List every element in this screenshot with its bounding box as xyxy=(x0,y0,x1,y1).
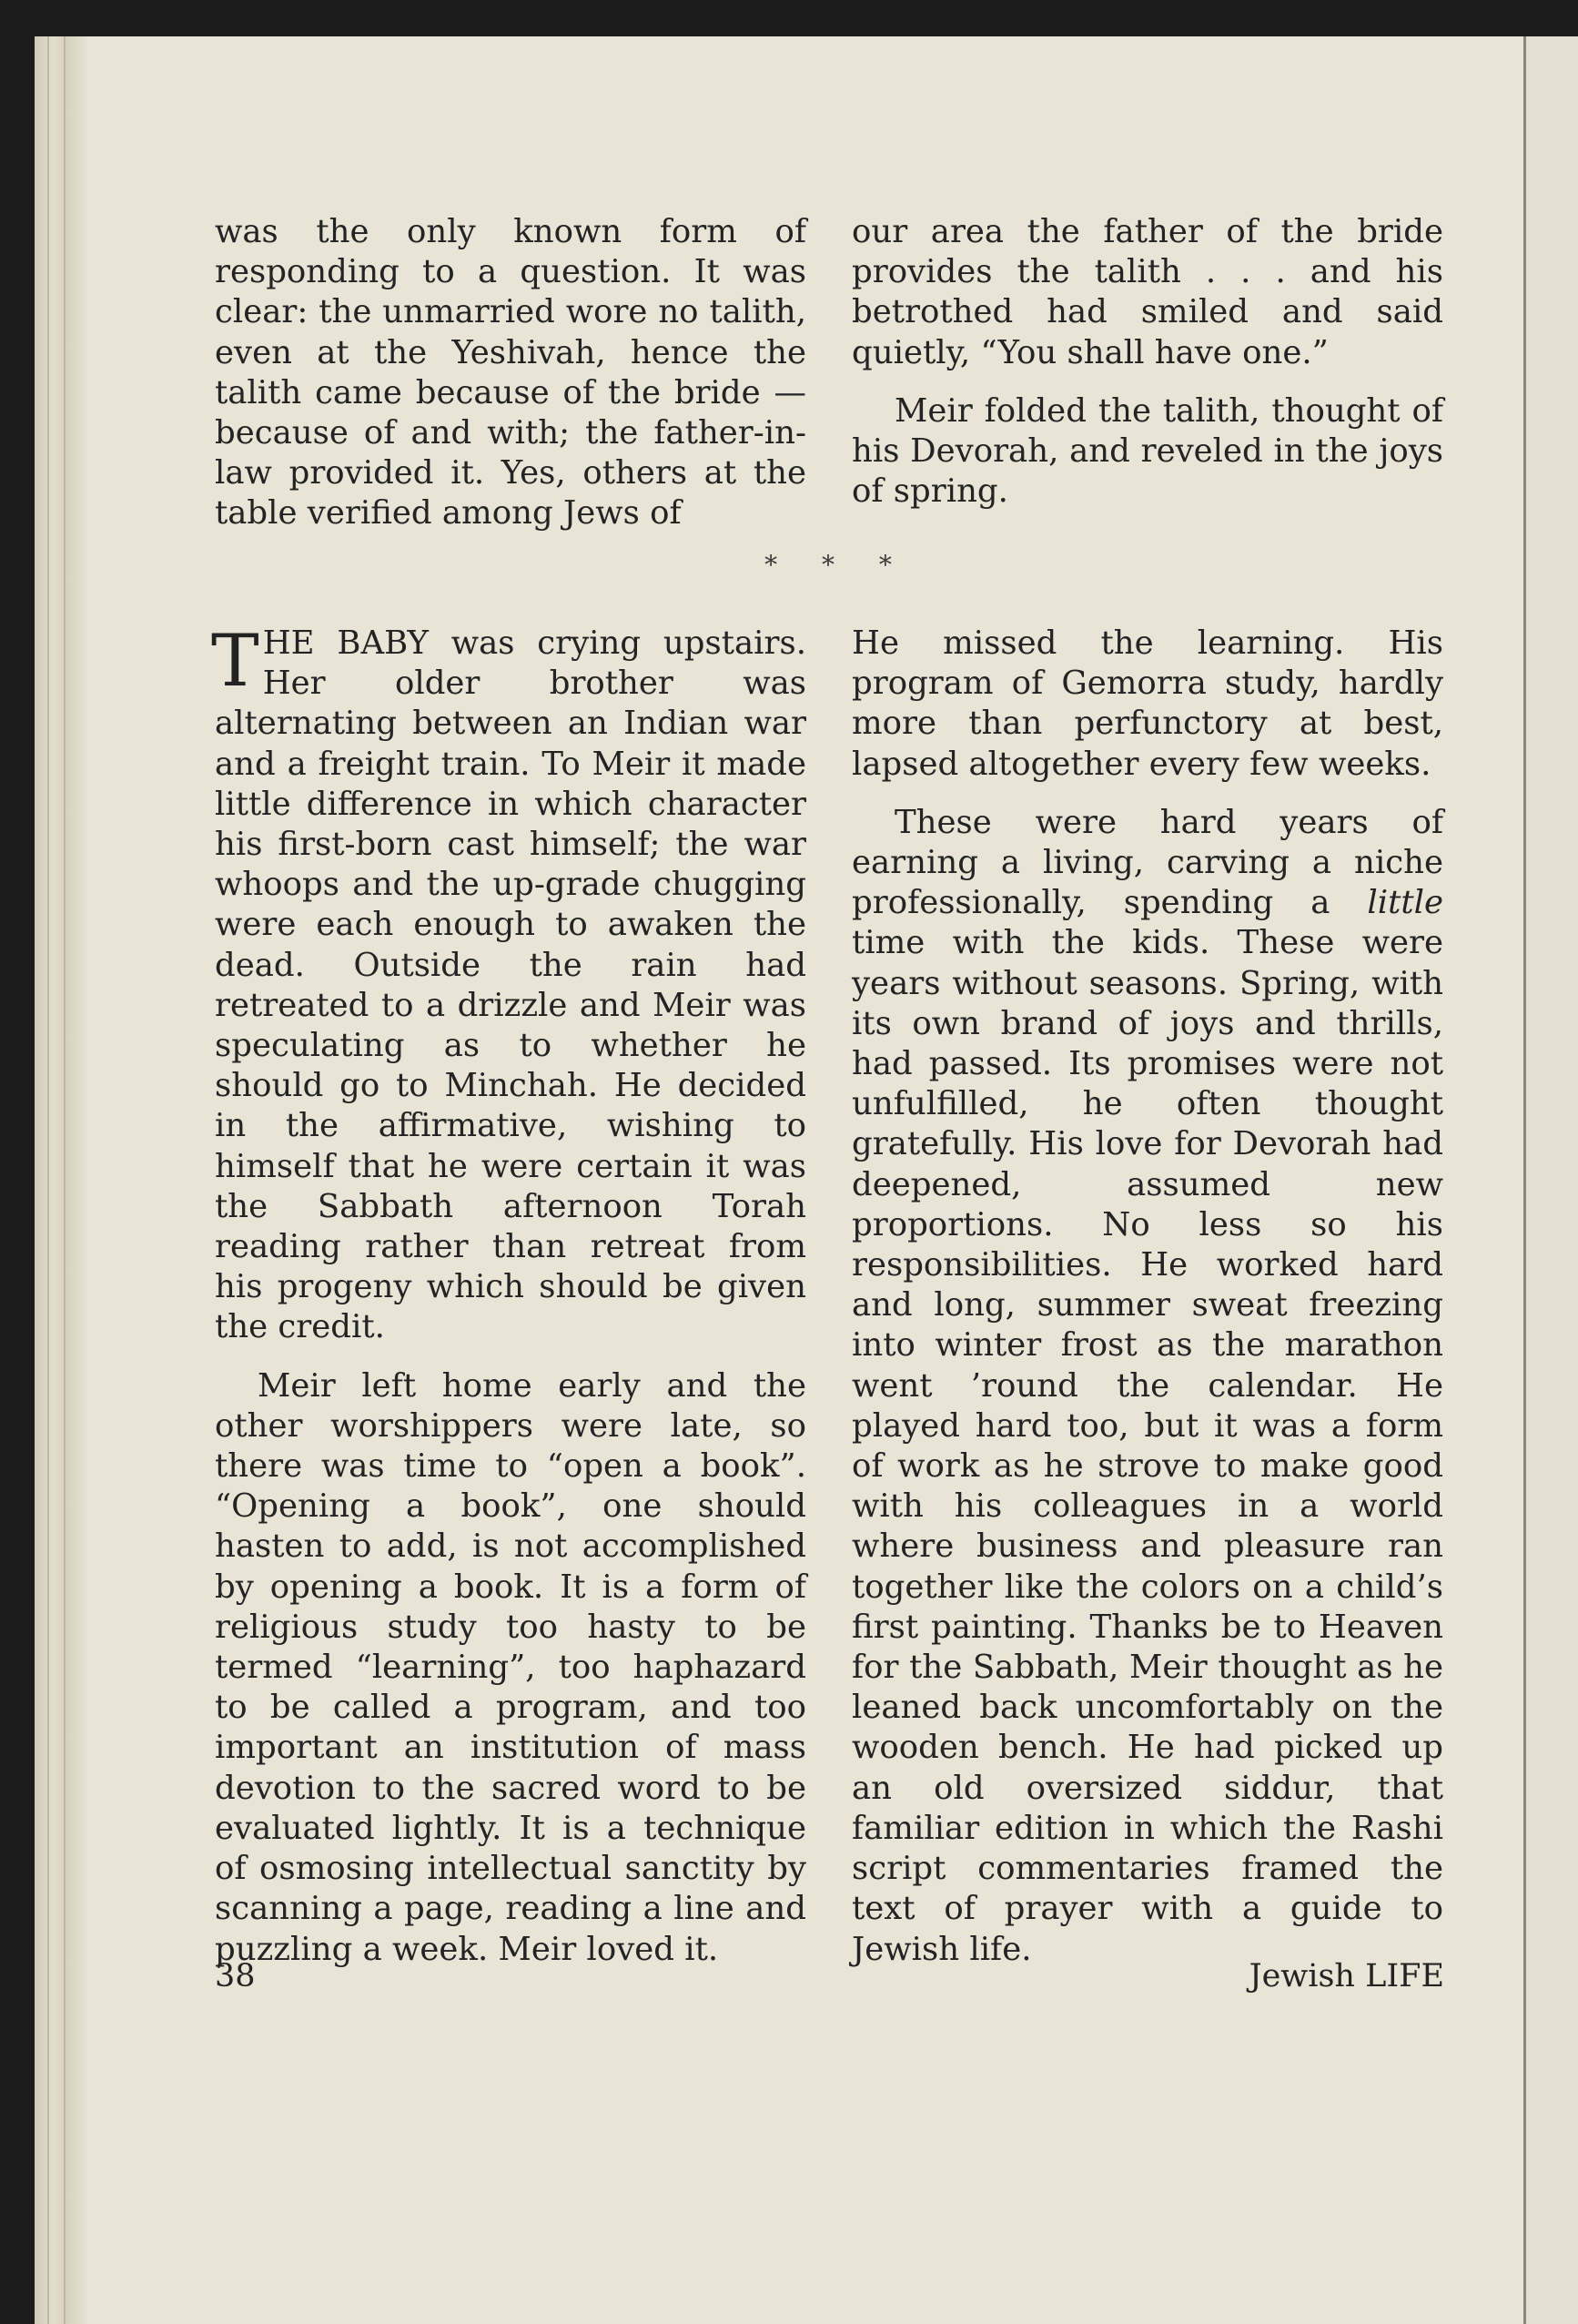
binding-line xyxy=(64,36,66,2324)
binding-gutter xyxy=(35,36,87,2324)
upper-right-column xyxy=(852,212,1443,512)
drop-cap: T xyxy=(211,619,259,703)
page-number: 38 xyxy=(215,1958,256,1994)
lower-right-column xyxy=(852,624,1443,1970)
upper-left-column xyxy=(215,212,806,534)
next-page-edge xyxy=(1523,36,1578,2324)
missed-learning-paragraph: He missed the learning. His program of Gemorra study, hardly more than perfunctory at best, lapsed altogether every few weeks. xyxy=(852,624,1443,783)
baby-paragraph-text: HE BABY was crying upstairs. Her older brother was alternating between an Indian war and a freight train. To Meir it made little difference in which character his first-born cast himself; the war whoops and the up-grade chugging were each enough to awaken the dead. Outside the rain had retreated to a drizzle and Meir was speculating as to whether he should go to Minchah. He decided in the affirmative, wishing to himself that he were certain it was the Sabbath afternoon Torah reading rather than retreat from his progeny which should be given the credit. xyxy=(215,624,806,1346)
open-a-book-paragraph: Meir left home early and the other worshippers were late, so there was time to “open a book”. “Opening a book”, one should hasten to add, is not accomplished by opening a book. It is a form of religious study too hasty to be termed “learning”, too haphazard to be called a program, and too important an institution of mass devotion to the sacred word to be evaluated lightly. It is a technique of osmosing intellectual sanctity by scanning a page, reading a line and puzzling a week. Meir loved it. xyxy=(215,1366,806,1968)
hard-years-paragraph xyxy=(852,803,1443,1970)
lower-left-column xyxy=(211,619,806,1970)
hard-years-text-start: These were hard years of earning a living, carving a niche professionally, spending a xyxy=(852,803,1443,922)
hard-years-text-end: time with the kids. These were years without seasons. Spring, with its own brand of joys and thrills, had passed. Its promises were not unfulfilled, he often thought gratefully. His love for Devorah had deepened, assumed new proportions. No less so his responsibilities. He worked hard and long, summer sweat freezing into winter frost as the marathon went ’round the calendar. He played hard too, but it was a form of work as he strove to make good with his colleagues in a world where business and pleasure ran together like the colors on a child’s first painting. Thanks be to Heaven for the Sabbath, Meir thought as he leaned back uncomfortably on the wooden bench. He had picked up an old oversized siddur, that familiar edition in which the Rashi script commentaries framed the text of prayer with a guide to Jewish life. xyxy=(852,924,1443,1968)
publication-name: Jewish LIFE xyxy=(1249,1958,1444,1994)
binding-line xyxy=(47,36,49,2324)
talith-paragraph: Meir folded the talith, thought of his Devorah, and reveled in the joys of spring. xyxy=(852,391,1443,511)
continued-paragraph-end: our area the father of the bride provides the talith . . . and his betrothed had smiled and said quietly, “You shall have one.” xyxy=(852,213,1443,371)
continued-paragraph: was the only known form of responding to a question. It was clear: the unmarried wore no talith, even at the Yeshivah, hence the talith came because of the bride —because of and with; the father-in-law provided it. Yes, others at the table verified among Jews of xyxy=(215,213,806,533)
section-break: * * * xyxy=(764,550,892,580)
baby-paragraph xyxy=(211,619,806,1348)
italic-word: little xyxy=(1367,884,1443,922)
